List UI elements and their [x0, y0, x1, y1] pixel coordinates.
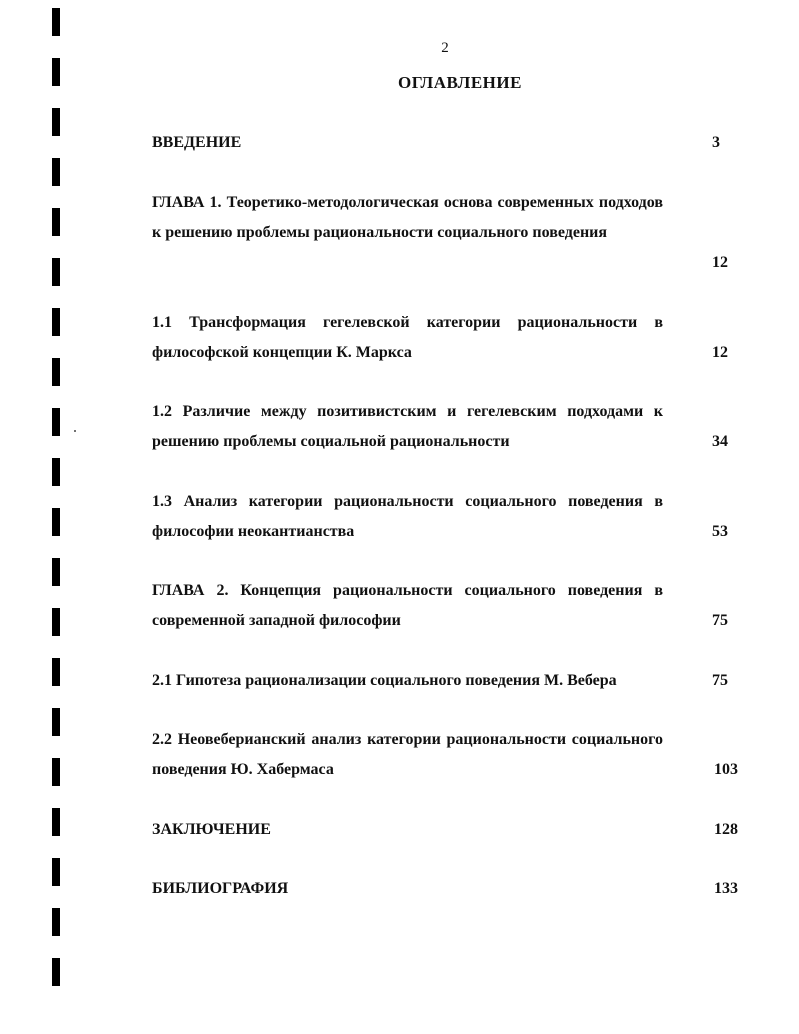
binding-mark — [52, 158, 60, 186]
toc-entry-text: ГЛАВА 2. Концепция рациональности социального поведения в современной западной философии — [152, 582, 663, 629]
toc-entry[interactable] — [152, 397, 742, 457]
toc-entry[interactable] — [152, 576, 742, 636]
toc-entry-page: 133 — [714, 880, 738, 897]
binding-mark — [52, 658, 60, 686]
toc-entry-text: 1.2 Различие между позитивистским и гегелевским подходами к решению проблемы социальной рациональности — [152, 403, 663, 450]
toc-entry-page: 12 — [712, 254, 728, 271]
toc-entry-text: 1.1 Трансформация гегелевской категории рациональности в философской концепции К. Маркса — [152, 314, 663, 361]
binding-mark — [52, 858, 60, 886]
binding-mark — [52, 208, 60, 236]
binding-mark — [52, 108, 60, 136]
toc-entry-text: ЗАКЛЮЧЕНИЕ — [152, 821, 271, 838]
binding-mark — [52, 408, 60, 436]
toc-entry-text: 2.1 Гипотеза рационализации социального поведения М. Вебера — [152, 672, 617, 689]
toc-entry-text: БИБЛИОГРАФИЯ — [152, 880, 289, 897]
binding-mark — [52, 808, 60, 836]
binding-mark — [52, 58, 60, 86]
binding-mark — [52, 608, 60, 636]
toc-entry[interactable] — [152, 308, 742, 368]
toc-entry-page: 128 — [714, 821, 738, 838]
binding-mark — [52, 508, 60, 536]
toc-entry[interactable] — [152, 725, 742, 785]
page-number: 2 — [441, 40, 449, 56]
toc-entry-text: ГЛАВА 1. Теоретико-методологическая основа современных подходов к решению проблемы рациональности социального поведения — [152, 194, 663, 241]
toc-entry-page: 12 — [712, 344, 728, 361]
toc-entry-page: 53 — [712, 523, 728, 540]
binding-mark — [52, 258, 60, 286]
toc-entry-page: 103 — [714, 761, 738, 778]
binding-mark — [52, 308, 60, 336]
binding-mark — [52, 908, 60, 936]
toc-entry[interactable] — [152, 487, 742, 547]
toc-entry-text: ВВЕДЕНИЕ — [152, 134, 242, 151]
toc-entry[interactable] — [152, 188, 742, 278]
toc-entry-page: 34 — [712, 433, 728, 450]
page-title: ОГЛАВЛЕНИЕ — [398, 73, 522, 92]
binding-mark — [52, 758, 60, 786]
toc-entry-page: 3 — [712, 134, 720, 151]
scan-speck — [74, 430, 76, 432]
binding-mark — [52, 958, 60, 986]
binding-mark — [52, 358, 60, 386]
toc-entry-page: 75 — [712, 672, 728, 689]
toc-entry[interactable] — [152, 815, 742, 845]
binding-mark — [52, 458, 60, 486]
binding-mark — [52, 8, 60, 36]
toc-entry[interactable] — [152, 666, 742, 696]
toc-entry-text: 2.2 Неовеберианский анализ категории рациональности социального поведения Ю. Хабермаса — [152, 731, 663, 778]
toc-entry-text: 1.3 Анализ категории рациональности социального поведения в философии неокантианства — [152, 493, 663, 540]
binding-marks — [52, 0, 62, 1034]
binding-mark — [52, 558, 60, 586]
toc-entry-page: 75 — [712, 612, 728, 629]
toc-entry[interactable] — [152, 874, 742, 904]
toc-entry[interactable] — [152, 128, 742, 158]
binding-mark — [52, 708, 60, 736]
